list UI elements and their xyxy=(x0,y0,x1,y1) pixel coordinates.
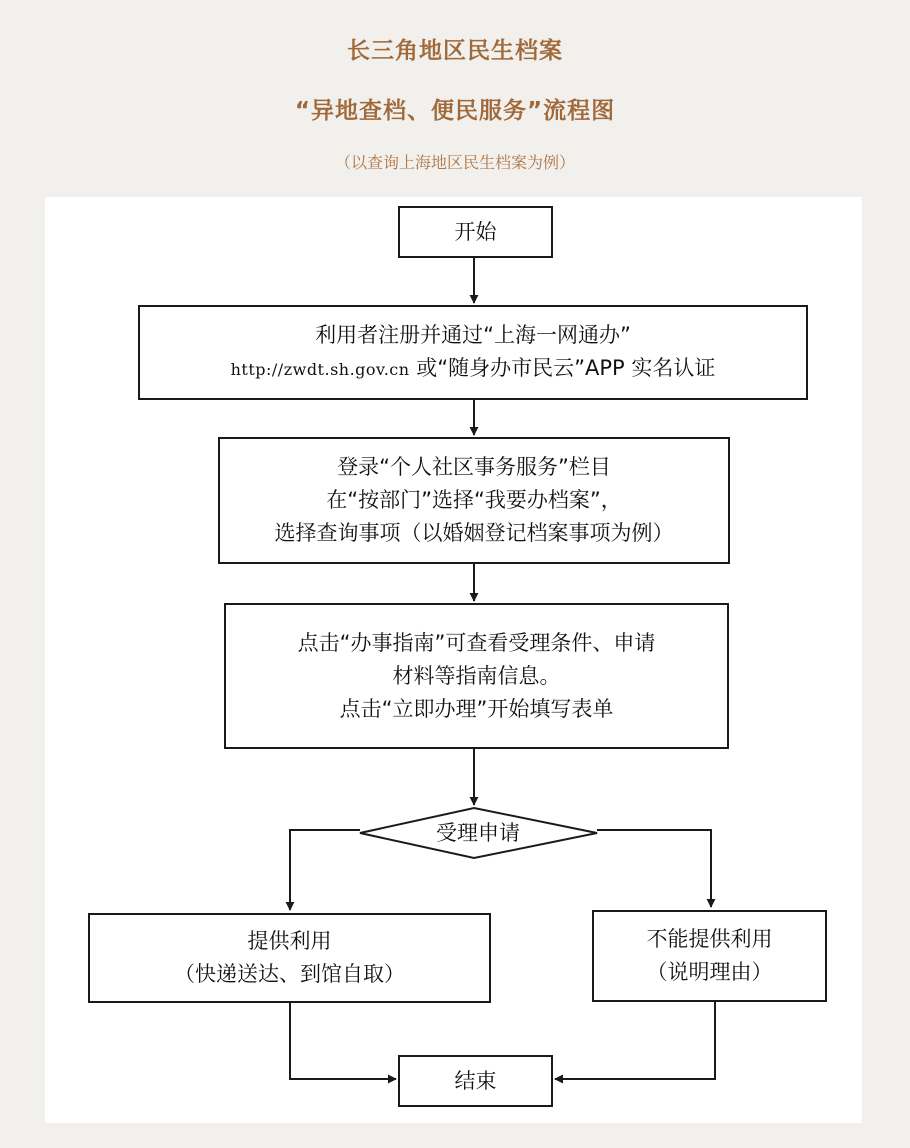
provide-line-2: （快递送达、到馆自取） xyxy=(174,962,405,986)
start-node xyxy=(398,206,553,258)
cannot-provide-line-1: 不能提供利用 xyxy=(646,927,773,951)
arrow-decision-to-no xyxy=(597,830,711,907)
page-subtitle: （以查询上海地区民生档案为例） xyxy=(334,153,575,172)
cannot-provide-node xyxy=(592,910,827,1002)
arrow-no-to-end xyxy=(555,1002,715,1079)
provide-line-1: 提供利用 xyxy=(247,929,332,953)
step-guide-node xyxy=(224,603,729,749)
step-register-line-2 xyxy=(231,352,716,386)
step-register-line-2-text: 或“随身办市民云”APP 实名认证 xyxy=(416,356,716,380)
end-label: 结束 xyxy=(454,1068,497,1093)
cannot-provide-line-2: （说明理由） xyxy=(646,960,773,984)
decision-label: 受理申请 xyxy=(436,821,520,845)
arrow-decision-to-yes xyxy=(290,830,360,910)
step-login-line-1: 登录“个人社区事务服务”栏目 xyxy=(337,455,611,479)
page-title-line-2: “异地查档、便民服务”流程图 xyxy=(294,98,616,124)
step-login-line-3: 选择查询事项（以婚姻登记档案事项为例） xyxy=(274,521,674,545)
page-title: 长三角地区民生档案 xyxy=(347,38,563,64)
step-register-node xyxy=(138,305,808,400)
arrow-yes-to-end xyxy=(290,1002,396,1079)
step-guide-line-2: 材料等指南信息。 xyxy=(392,663,561,688)
step-login-node xyxy=(218,437,730,564)
step-login-line-2: 在“按部门”选择“我要办档案”， xyxy=(326,488,622,512)
site-url: http://zwdt.sh.gov.cn xyxy=(230,360,410,379)
step-guide-line-3: 点击“立即办理”开始填写表单 xyxy=(339,696,614,721)
end-node xyxy=(398,1055,553,1107)
start-label: 开始 xyxy=(454,219,497,244)
step-guide-line-1: 点击“办事指南”可查看受理条件、申请 xyxy=(297,630,656,655)
provide-node xyxy=(88,913,491,1003)
step-register-line-1: 利用者注册并通过“上海一网通办” xyxy=(315,323,631,347)
